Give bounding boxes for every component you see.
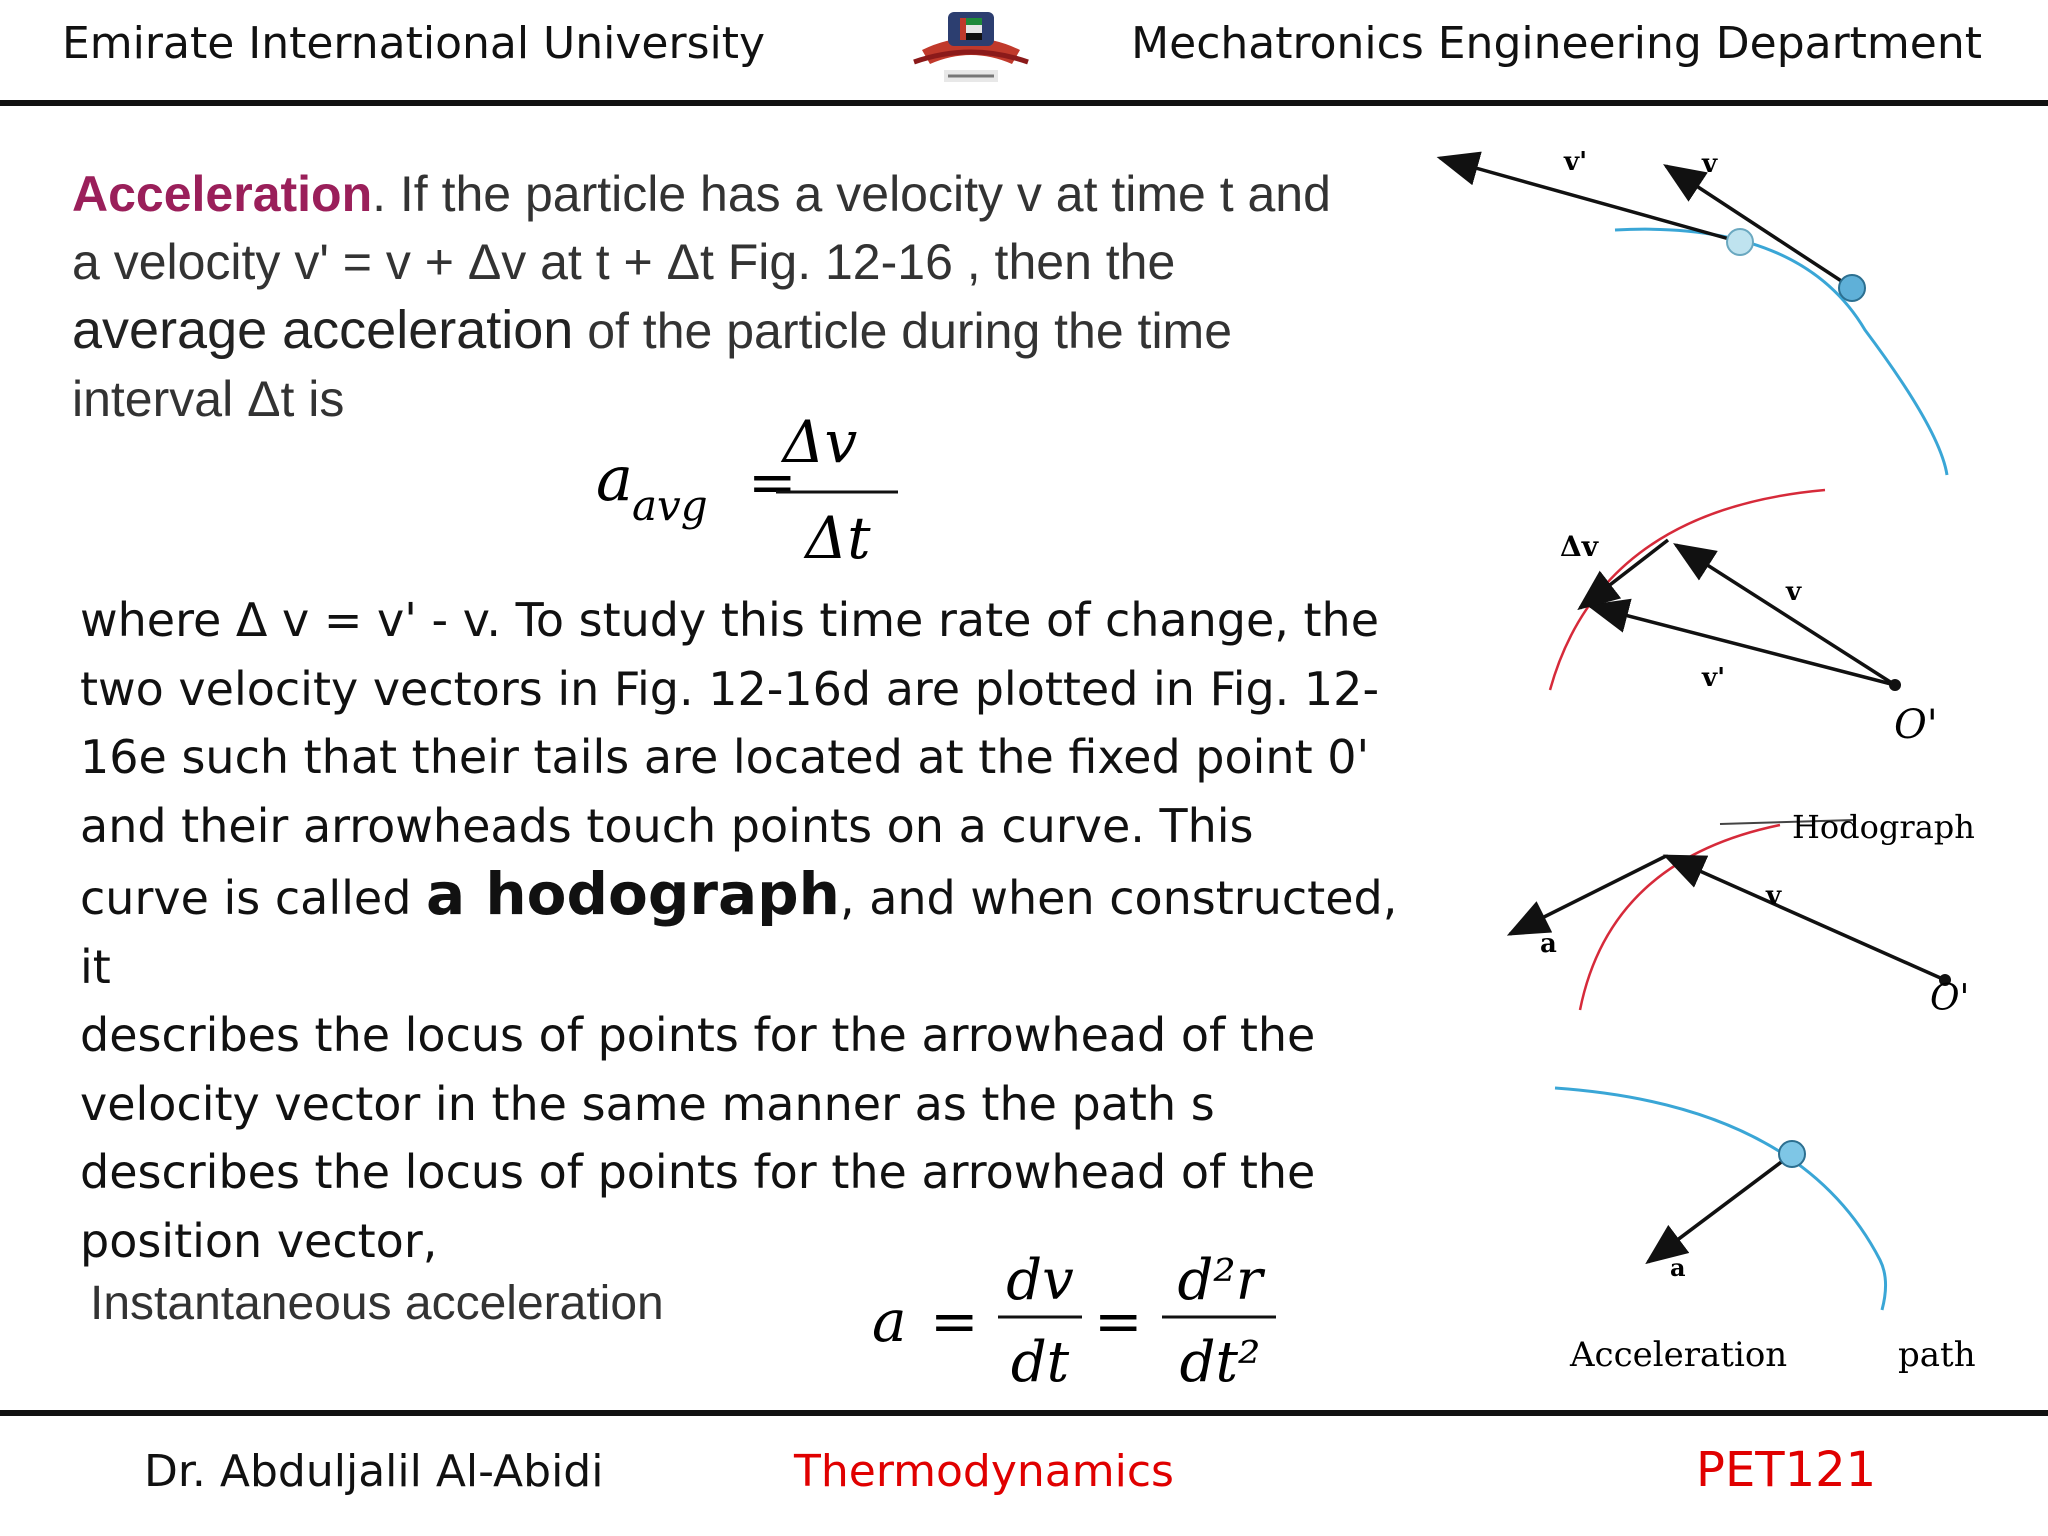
eq2-denominator-2: dt² xyxy=(1179,1330,1261,1395)
label-delta-v: Δv xyxy=(1560,530,1598,563)
velocity-vector-v-prime xyxy=(1440,158,1740,242)
label-v-prime: v' xyxy=(1564,147,1588,177)
eq1-denominator: Δt xyxy=(805,504,871,572)
eq2-numerator-1: dv xyxy=(1006,1248,1074,1313)
figure-12-16-diagram xyxy=(1420,130,2020,1390)
label-acceleration: Acceleration xyxy=(1570,1335,1788,1375)
hodo-line-8: describes the locus of points for the arrowhead of the xyxy=(80,1145,1316,1199)
path-acceleration-panel xyxy=(1555,1088,1976,1375)
hodo-line-4: and their arrowheads touch points on a curve. This xyxy=(80,798,1254,853)
eq2-denominator-1: dt xyxy=(1010,1330,1070,1395)
hodograph-curve-2 xyxy=(1580,825,1780,1010)
label-hodograph: Hodograph xyxy=(1792,808,1975,846)
acceleration-path-curve xyxy=(1555,1088,1886,1310)
hodo-line-6: describes the locus of points for the arrowhead of the xyxy=(80,1008,1316,1062)
hodograph-acceleration-vector xyxy=(1510,856,1666,934)
hodograph-acceleration-panel xyxy=(1510,808,1975,1019)
eq2-numerator-2: d²r xyxy=(1177,1248,1263,1313)
hodo-line-9: position vector, xyxy=(80,1213,438,1268)
average-acceleration-equation xyxy=(590,402,920,582)
instantaneous-acceleration-equation xyxy=(866,1225,1286,1400)
hodograph-velocity-vector xyxy=(1666,856,1945,980)
university-crest-logo xyxy=(904,6,1038,92)
intro-line-4: interval Δt is xyxy=(72,371,345,427)
department-name: Mechatronics Engineering Department xyxy=(1131,18,1982,69)
velocity-panel xyxy=(1440,147,1947,475)
hodograph-vector-v-prime xyxy=(1590,606,1895,685)
label-a-1: a xyxy=(1540,929,1557,959)
intro-line-3: average acceleration of the particle during the time xyxy=(72,300,1233,360)
average-acceleration-term: average acceleration xyxy=(72,300,574,360)
particle-position-2 xyxy=(1839,275,1865,301)
label-v: v xyxy=(1702,149,1718,179)
intro-line-1: Acceleration. If the particle has a velocity v at time t and xyxy=(72,166,1331,222)
particle-position-3 xyxy=(1779,1141,1805,1167)
particle-position-1 xyxy=(1727,229,1753,255)
hodograph-paragraph xyxy=(80,586,1410,1275)
instantaneous-acceleration-label: Instantaneous acceleration xyxy=(90,1277,664,1330)
particle-path-curve xyxy=(1615,229,1947,475)
course-name: Thermodynamics xyxy=(794,1446,1174,1497)
velocity-vector-v xyxy=(1666,166,1852,288)
hodograph-delta-v-panel xyxy=(1550,490,1938,748)
label-a-2: a xyxy=(1670,1253,1686,1282)
eq1-equals: = xyxy=(748,448,797,516)
label-path: path xyxy=(1898,1335,1976,1375)
label-v-3: v xyxy=(1766,881,1782,911)
acceleration-keyword: Acceleration xyxy=(72,166,373,222)
eq1-lhs: a xyxy=(596,442,633,515)
eq1-numerator: Δv xyxy=(782,408,858,476)
eq2-lhs: a xyxy=(872,1287,907,1355)
label-v-2: v xyxy=(1786,577,1802,607)
hodo-line-5: curve is called a hodograph, and when constructed, it xyxy=(80,860,1398,994)
hodo-line-7: velocity vector in the same manner as the path s xyxy=(80,1076,1215,1131)
hodograph-term: a hodograph xyxy=(426,860,840,928)
footer-divider xyxy=(0,1410,2048,1416)
hodo-line-3: 16e such that their tails are located at the fixed point 0' xyxy=(80,730,1370,784)
hodo-line-1: where Δ v = v' - v. To study this time rate of change, the xyxy=(80,593,1380,647)
eq2-equals-2: = xyxy=(1094,1287,1143,1355)
intro-line-2: a velocity v' = v + Δv at t + Δt Fig. 12-16 , then the xyxy=(72,234,1176,290)
header-divider xyxy=(0,100,2048,106)
label-v-prime-2: v' xyxy=(1702,663,1726,693)
acceleration-intro-paragraph xyxy=(72,160,1402,433)
label-origin-1: O' xyxy=(1894,702,1938,748)
acceleration-vector-on-path xyxy=(1648,1154,1792,1262)
university-name: Emirate International University xyxy=(62,18,766,69)
label-origin-2: O' xyxy=(1930,978,1970,1019)
hodo-line-2: two velocity vectors in Fig. 12-16d are plotted in Fig. 12- xyxy=(80,661,1380,716)
origin-point-1 xyxy=(1889,679,1901,691)
hodograph-curve-1 xyxy=(1550,490,1825,690)
eq1-subscript: avg xyxy=(632,481,708,530)
course-code: PET121 xyxy=(1696,1442,1877,1498)
eq2-equals-1: = xyxy=(930,1287,979,1355)
author-name: Dr. Abduljalil Al-Abidi xyxy=(144,1446,604,1497)
